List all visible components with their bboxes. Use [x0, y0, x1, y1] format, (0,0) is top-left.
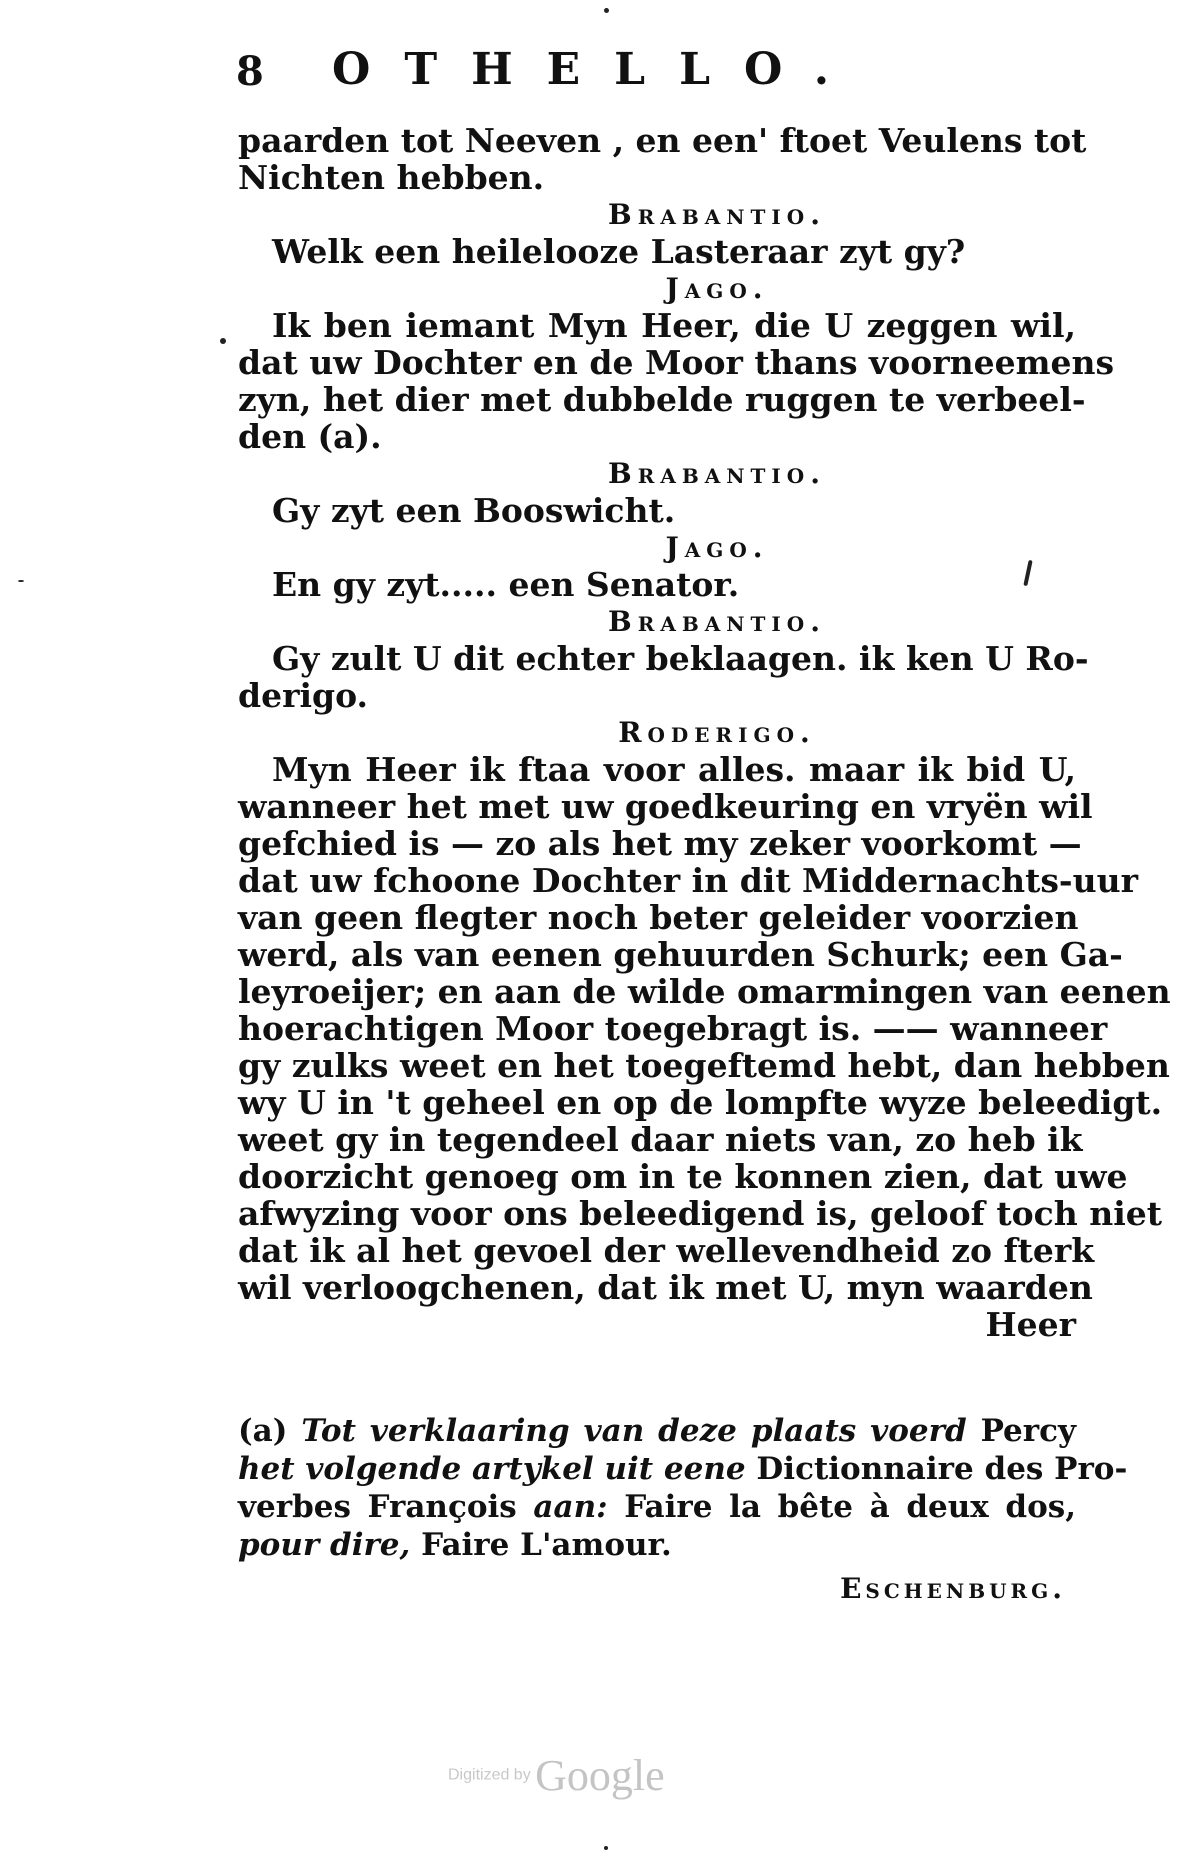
- text-line: Myn Heer ik ftaa voor alles. maar ik bid U,: [272, 750, 1076, 789]
- text-line: Gy zult U dit echter beklaagen. ik ken U Ro-: [272, 639, 1089, 678]
- text-line: zyn, het dier met dubbelde ruggen te verbeel-: [238, 380, 1086, 419]
- text-line: van geen flegter noch beter geleider voorzien: [238, 898, 1079, 937]
- page-number: 8: [236, 48, 264, 95]
- footnote-line: [238, 1412, 1076, 1450]
- speaker-name: Brabantio.: [608, 457, 826, 490]
- footnote-line: [238, 1526, 1076, 1564]
- text-line: Nichten hebben.: [238, 158, 545, 197]
- text-line: afwyzing voor ons beleedigend is, geloof toch niet: [238, 1194, 1162, 1233]
- footnote-text: Tot verklaaring van deze plaats voerd: [301, 1413, 967, 1449]
- ink-speck: [604, 1846, 608, 1850]
- text-line: wil verloogchenen, dat ik met U, myn waarden: [238, 1268, 1093, 1307]
- footnote-quote: Faire la bête à deux dos,: [624, 1489, 1077, 1525]
- digitized-watermark: [448, 1750, 665, 1801]
- footnote-text: pour dire,: [238, 1527, 411, 1563]
- footnote: [238, 1412, 1128, 1608]
- footnote-quote: Faire L'amour.: [421, 1527, 672, 1563]
- play-text: [238, 121, 1171, 1344]
- text-line: gefchied is — zo als het my zeker voorkomt —: [238, 824, 1082, 863]
- text-line: paarden tot Neeven , en een' ftoet Veulens tot: [238, 121, 1087, 160]
- text-line: gy zulks weet en het toegeftemd hebt, dan hebben: [238, 1046, 1170, 1085]
- text-line: dat ik al het gevoel der wellevendheid zo fterk: [238, 1231, 1095, 1270]
- footnote-marker: (a): [238, 1413, 288, 1449]
- text-line: Ik ben iemant Myn Heer, die U zeggen wil,: [272, 306, 1076, 345]
- speaker-name: Brabantio.: [608, 198, 826, 231]
- text-line: dat uw Dochter en de Moor thans voorneemens: [238, 343, 1115, 382]
- text-line: weet gy in tegendeel daar niets van, zo heb ik: [238, 1120, 1083, 1159]
- footnote-text: het volgende artykel uit eene: [238, 1451, 746, 1487]
- footnote-line: [238, 1450, 1128, 1488]
- footnote-title: verbes François: [238, 1489, 517, 1525]
- text-line: leyroeijer; en aan de wilde omarmingen van eenen: [238, 972, 1171, 1011]
- running-title: OTHELLO.: [332, 44, 864, 95]
- text-line: derigo.: [238, 676, 368, 715]
- ink-speck: [604, 8, 609, 13]
- speaker-name: Brabantio.: [608, 605, 826, 638]
- text-line: Gy zyt een Booswicht.: [272, 491, 676, 530]
- text-line: En gy zyt..... een Senator.: [272, 565, 740, 604]
- footnote-title: Dictionnaire des Pro-: [756, 1451, 1128, 1487]
- speaker-name: Jago.: [665, 531, 769, 564]
- ink-speck: [220, 338, 226, 344]
- text-line: wy U in 't geheel en op de lompfte wyze beleedigt.: [238, 1083, 1163, 1122]
- text-line: doorzicht genoeg om in te konnen zien, dat uwe: [238, 1157, 1128, 1196]
- footnote-line: [238, 1488, 1076, 1526]
- footnote-signature: Eschenburg.: [840, 1572, 1066, 1605]
- speaker-name: Roderigo.: [618, 716, 816, 749]
- watermark-prefix: Digitized by: [448, 1766, 531, 1784]
- text-line: den (a).: [238, 417, 382, 456]
- text-line: werd, als van eenen gehuurden Schurk; een Ga-: [238, 935, 1123, 974]
- page-header: [236, 44, 876, 104]
- text-line: Welk een heilelooze Lasteraar zyt gy?: [272, 232, 966, 271]
- footnote-author: Percy: [980, 1413, 1076, 1449]
- speaker-name: Jago.: [665, 272, 769, 305]
- ink-speck: [18, 580, 24, 582]
- catchword: Heer: [985, 1305, 1076, 1344]
- google-logo: Google: [535, 1751, 665, 1800]
- footnote-text: aan:: [533, 1489, 608, 1525]
- text-line: dat uw fchoone Dochter in dit Middernachts-uur: [238, 861, 1138, 900]
- text-line: hoerachtigen Moor toegebragt is. —— wanneer: [238, 1009, 1108, 1048]
- text-line: wanneer het met uw goedkeuring en vryën wil: [238, 787, 1093, 826]
